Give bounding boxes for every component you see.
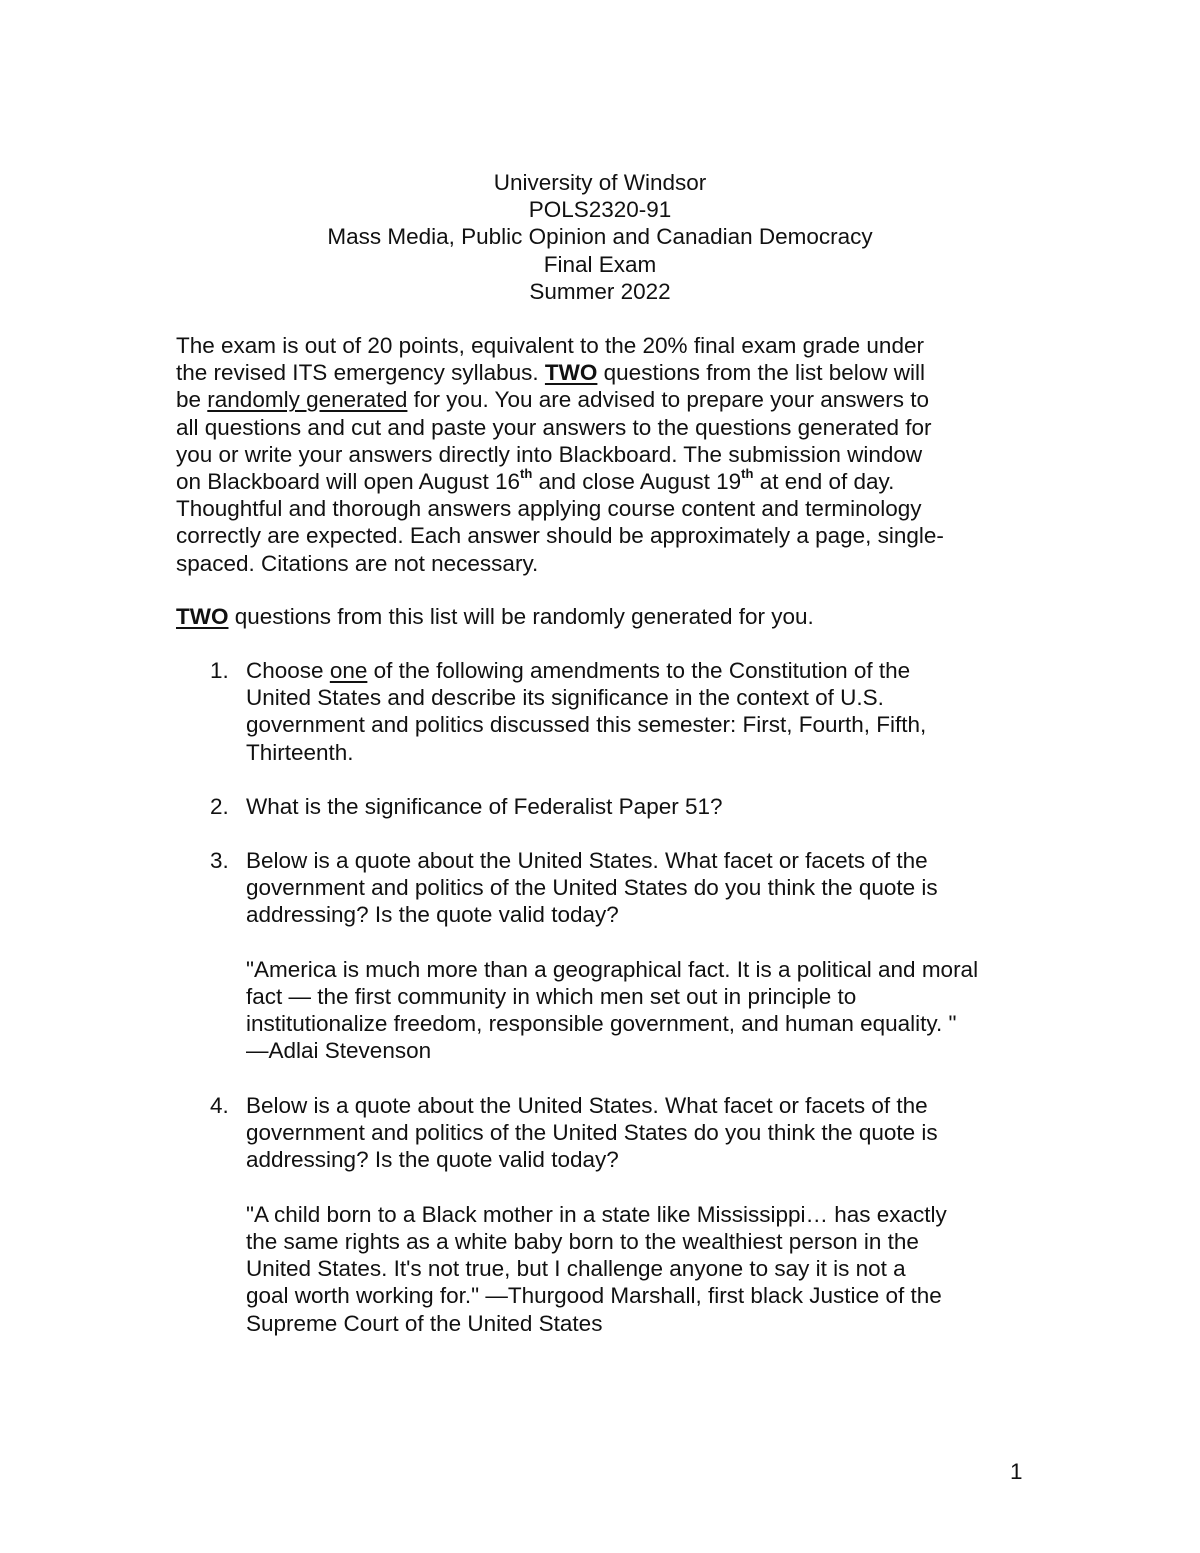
instructions-paragraph xyxy=(176,332,1046,577)
text-span: questions from the list below will xyxy=(597,360,926,386)
text-line: Thirteenth. xyxy=(246,739,354,765)
question-text xyxy=(246,793,723,820)
university-name: University of Windsor xyxy=(493,170,707,195)
instructions-line xyxy=(176,550,1046,577)
instructions-line xyxy=(176,359,1046,386)
text-span: you or write your answers directly into Blackboard. The submission window xyxy=(176,441,923,467)
text-span: be xyxy=(176,387,208,413)
text-line: addressing? Is the quote valid today? xyxy=(246,902,619,928)
quote-line: "A child born to a Black mother in a state like Mississippi… has exactly xyxy=(246,1201,947,1227)
instructions-line xyxy=(176,441,1046,468)
instructions-line xyxy=(176,468,1046,495)
text-span: questions from this list will be randomly generated for you. xyxy=(228,604,814,629)
document-header xyxy=(0,169,1200,305)
instructions-line xyxy=(176,332,1046,359)
course-code: POLS2320-91 xyxy=(528,197,672,223)
text-line: addressing? Is the quote valid today? xyxy=(246,1147,619,1173)
quote-block xyxy=(246,1201,947,1337)
text-span: spaced. Citations are not necessary. xyxy=(176,550,539,576)
question-text xyxy=(246,1092,947,1337)
quote-line: United States. It's not true, but I challenge anyone to say it is not a xyxy=(246,1256,906,1282)
question-number: 1. xyxy=(210,658,229,683)
quote-line: "America is much more than a geographical fact. It is a political and moral xyxy=(246,956,979,982)
text-span: The exam is out of 20 points, equivalent to the 20% final exam grade under xyxy=(176,333,924,358)
quote-line: fact — the first community in which men set out in principle to xyxy=(246,983,857,1009)
text-span: and close August 19 xyxy=(532,468,742,494)
text-line: government and politics discussed this semester: First, Fourth, Fifth, xyxy=(246,712,927,738)
text-span: at end of day. xyxy=(753,468,895,494)
text-line: government and politics of the United States do you think the quote is xyxy=(246,875,938,901)
ordinal-suffix: th xyxy=(519,466,533,482)
question-number: 4. xyxy=(210,1093,229,1118)
quote-line: Supreme Court of the United States xyxy=(246,1310,603,1336)
question-list-intro xyxy=(176,603,814,630)
text-span: of the following amendments to the Constitution of the xyxy=(367,658,911,683)
course-title: Mass Media, Public Opinion and Canadian Democracy xyxy=(327,224,873,250)
instructions-line xyxy=(176,386,1046,413)
quote-line: the same rights as a white baby born to the wealthiest person in the xyxy=(246,1228,919,1254)
text-line: Below is a quote about the United States. What facet or facets of the xyxy=(246,848,928,873)
question-number: 2. xyxy=(210,794,229,819)
one-emphasis: one xyxy=(329,658,368,683)
text-span: correctly are expected. Each answer should be approximately a page, single- xyxy=(176,523,944,549)
text-line: United States and describe its significance in the context of U.S. xyxy=(246,685,884,711)
text-span: all questions and cut and paste your answers to the questions generated for xyxy=(176,414,932,440)
instructions-line xyxy=(176,495,1046,522)
instructions-line xyxy=(176,522,1046,549)
quote-line: goal worth working for." —Thurgood Marshall, first black Justice of the xyxy=(246,1283,942,1309)
page-number: 1 xyxy=(1010,1459,1023,1484)
text-span: Thoughtful and thorough answers applying course content and terminology xyxy=(176,496,922,522)
instructions-line xyxy=(176,414,1046,441)
ordinal-suffix: th xyxy=(741,466,754,482)
quote-attribution: —Adlai Stevenson xyxy=(246,1038,432,1064)
text-line: Below is a quote about the United States. What facet or facets of the xyxy=(246,1093,928,1118)
question-text xyxy=(246,657,926,766)
question-text xyxy=(246,847,978,1065)
text-span: the revised ITS emergency syllabus. xyxy=(176,360,545,386)
two-emphasis: TWO xyxy=(176,604,229,629)
quote-line: institutionalize freedom, responsible government, and human equality. " xyxy=(246,1011,957,1037)
exam-term: Summer 2022 xyxy=(529,278,671,304)
text-span: Choose xyxy=(246,658,330,683)
exam-title: Final Exam xyxy=(543,251,657,277)
text-line xyxy=(246,657,926,684)
text-span: for you. You are advised to prepare your answers to xyxy=(407,387,929,413)
text-line: What is the significance of Federalist Paper 51? xyxy=(246,794,723,819)
two-emphasis: TWO xyxy=(544,360,598,386)
quote-block xyxy=(246,956,978,1065)
text-line: government and politics of the United States do you think the quote is xyxy=(246,1120,938,1146)
text-span: on Blackboard will open August 16 xyxy=(176,468,520,494)
randomly-generated-emphasis: randomly generated xyxy=(207,387,408,413)
question-number: 3. xyxy=(210,848,229,873)
